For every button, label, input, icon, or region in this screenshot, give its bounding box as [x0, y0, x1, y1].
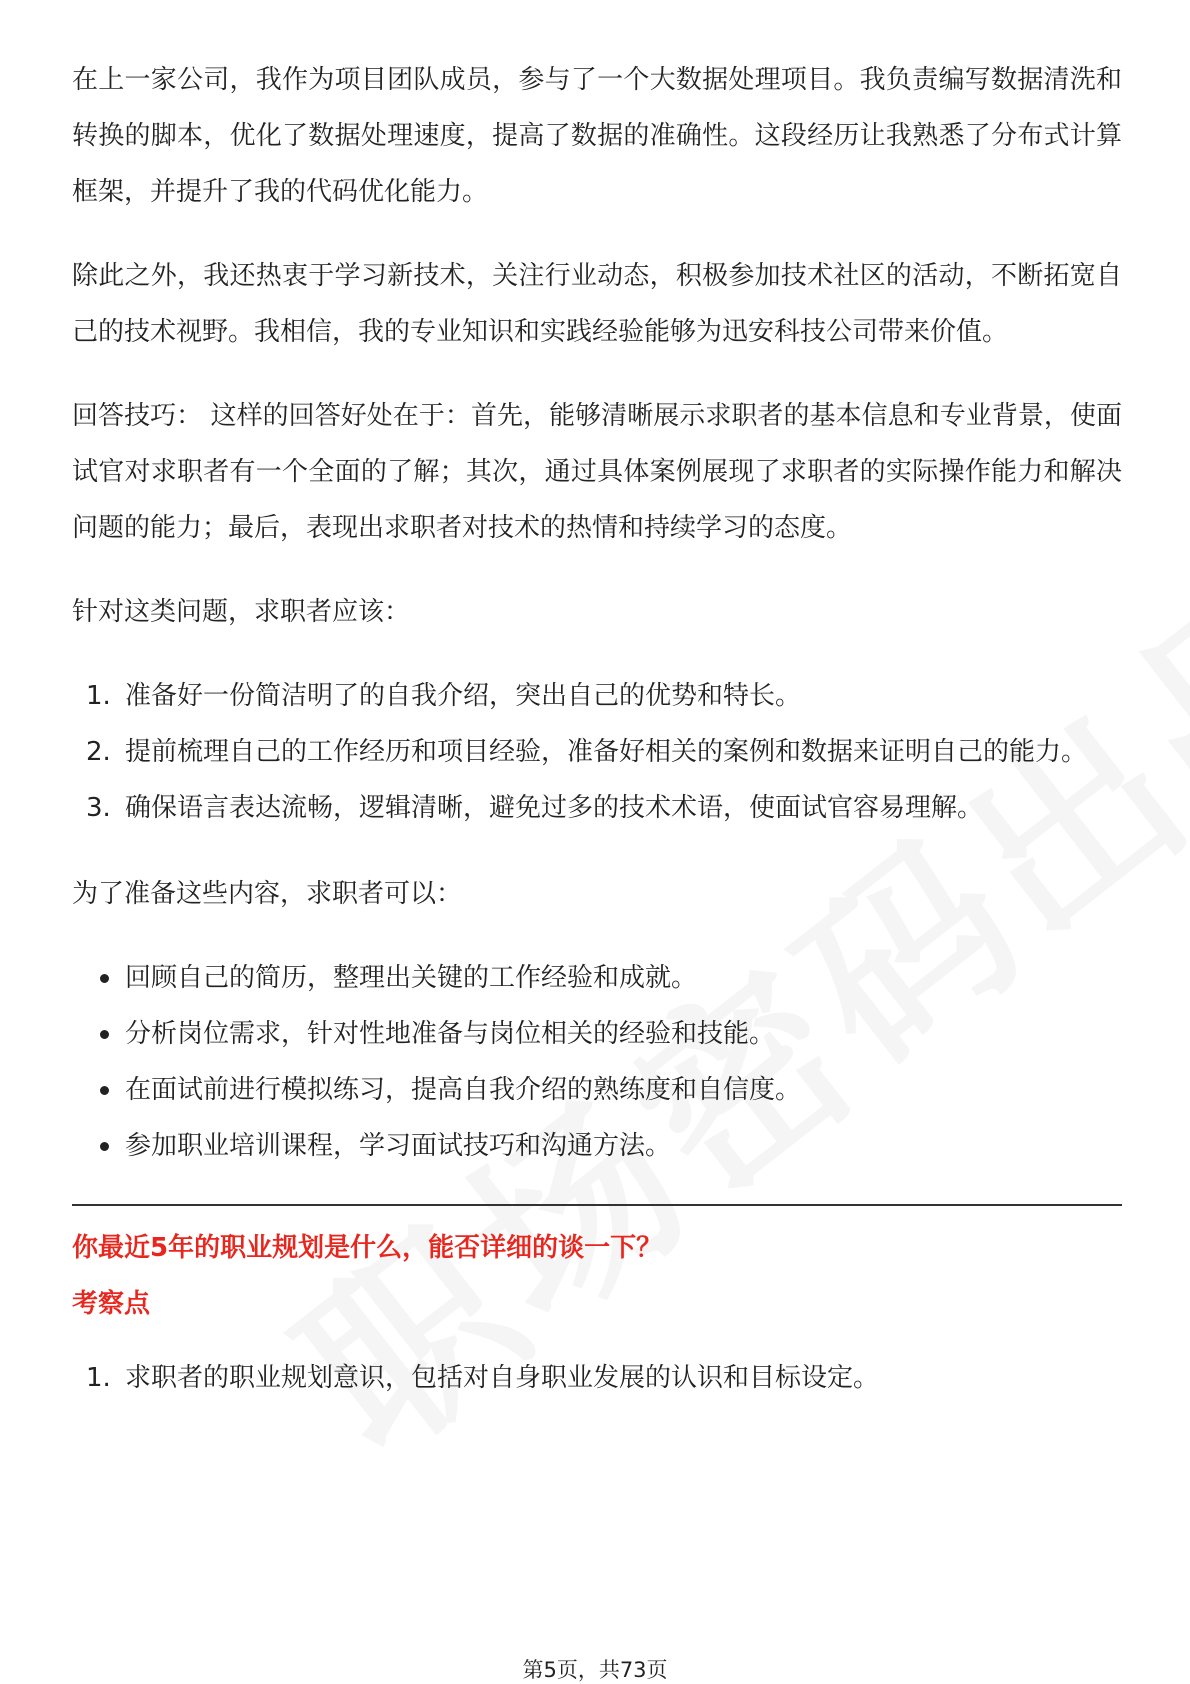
list-number: 2.	[86, 737, 111, 767]
list-number: 1.	[86, 681, 111, 711]
list-number: 3.	[86, 793, 111, 823]
section-divider	[72, 1204, 1122, 1206]
list-item	[72, 724, 1122, 780]
bullet-icon	[100, 1086, 109, 1095]
list-item-text: 准备好一份简洁明了的自我介绍，突出自己的优势和特长。	[125, 681, 802, 711]
list-item-text: 求职者的职业规划意识，包括对自身职业发展的认识和目标设定。	[125, 1363, 880, 1393]
list-item	[72, 1006, 1122, 1062]
bullet-icon	[100, 974, 109, 983]
bullet-icon	[100, 1142, 109, 1151]
should-list	[72, 668, 1122, 836]
bullet-icon	[100, 1030, 109, 1039]
section-label-assessment: 考察点	[72, 1289, 151, 1319]
list-item-text: 在面试前进行模拟练习，提高自我介绍的熟练度和自信度。	[125, 1075, 802, 1105]
paragraph-project-experience: 在上一家公司，我作为项目团队成员，参与了一个大数据处理项目。我负责编写数据清洗和转换的脚本，优化了数据处理速度，提高了数据的准确性。这段经历让我熟悉了分布式计算框架，并提升了我的代码优化能力。	[72, 65, 1122, 207]
list-number: 1.	[86, 1363, 111, 1393]
document-page	[72, 52, 1122, 1436]
list-item-text: 提前梳理自己的工作经历和项目经验，准备好相关的案例和数据来证明自己的能力。	[125, 737, 1088, 767]
paragraph-can-intro: 为了准备这些内容，求职者可以：	[72, 879, 463, 909]
page-footer: 第5页，共73页	[522, 1658, 668, 1682]
list-item-text: 确保语言表达流畅，逻辑清晰，避免过多的技术术语，使面试官容易理解。	[125, 793, 984, 823]
question-heading: 你最近5年的职业规划是什么，能否详细的谈一下？	[72, 1233, 663, 1263]
paragraph-learning: 除此之外，我还热衷于学习新技术，关注行业动态，积极参加技术社区的活动，不断拓宽自己的技术视野。我相信，我的专业知识和实践经验能够为迅安科技公司带来价值。	[72, 261, 1122, 347]
can-list	[72, 950, 1122, 1174]
list-item-text: 分析岗位需求，针对性地准备与岗位相关的经验和技能。	[125, 1019, 776, 1049]
list-item	[72, 1062, 1122, 1118]
list-item	[72, 1118, 1122, 1174]
list-item-text: 参加职业培训课程，学习面试技巧和沟通方法。	[125, 1131, 672, 1161]
list-item	[72, 780, 1122, 836]
list-item	[72, 668, 1122, 724]
list-item-text: 回顾自己的简历，整理出关键的工作经验和成就。	[125, 963, 698, 993]
paragraph-answer-tips: 回答技巧： 这样的回答好处在于：首先，能够清晰展示求职者的基本信息和专业背景，使面试官对求职者有一个全面的了解；其次，通过具体案例展现了求职者的实际操作能力和解决问题的能力；最后，表现出求职者对技术的热情和持续学习的态度。	[72, 401, 1122, 543]
list-item	[72, 950, 1122, 1006]
paragraph-should-intro: 针对这类问题，求职者应该：	[72, 597, 411, 627]
assessment-points-list	[72, 1350, 1122, 1406]
list-item	[72, 1350, 1122, 1406]
